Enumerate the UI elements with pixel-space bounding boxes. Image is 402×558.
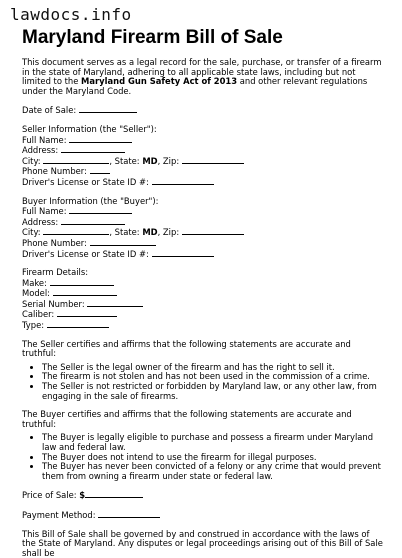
buyer-address-label: Address:	[22, 216, 59, 227]
buyer-zip-label: , Zip:	[157, 227, 180, 238]
list-item: • The Seller is the legal owner of the firearm and has the right to sell it.	[42, 363, 384, 373]
seller-city-label: City:	[22, 155, 41, 166]
firearm-make-field[interactable]	[50, 278, 114, 286]
list-item: • The Buyer is legally eligible to purchase and possess a firearm under Maryland law and federal law.	[42, 433, 384, 452]
price-currency: $	[79, 490, 86, 501]
seller-address-label: Address:	[22, 145, 59, 156]
date-of-sale-line	[22, 105, 384, 116]
firearm-type-label: Type:	[22, 320, 45, 331]
buyer-name-line	[22, 206, 384, 217]
buyer-license-label: Driver's License or State ID #:	[22, 248, 149, 259]
date-of-sale-label: Date of Sale:	[22, 105, 77, 116]
seller-license-line	[22, 177, 384, 188]
governing-law-paragraph: This Bill of Sale shall be governed by and construed in accordance with the laws of the State of Maryland. Any disputes or legal proceedings arising out of this Bill of Sale shall be	[22, 528, 383, 558]
firearm-type-line	[22, 320, 384, 331]
firearm-caliber-field[interactable]	[57, 309, 117, 317]
firearm-type-field[interactable]	[47, 320, 109, 328]
seller-zip-label: , Zip:	[157, 155, 180, 166]
document-title: Maryland Firearm Bill of Sale	[22, 27, 283, 48]
seller-city-line	[22, 156, 384, 167]
payment-field[interactable]	[98, 510, 160, 518]
buyer-heading: Buyer Information (the "Buyer"):	[22, 195, 159, 206]
buyer-city-label: City:	[22, 227, 41, 238]
seller-name-field[interactable]	[69, 135, 132, 143]
seller-zip-field[interactable]	[182, 156, 244, 164]
buyer-state-value: MD	[142, 227, 158, 238]
payment-line	[22, 510, 384, 521]
seller-state-value: MD	[142, 155, 158, 166]
firearm-serial-label: Serial Number:	[22, 298, 85, 309]
firearm-model-label: Model:	[22, 288, 50, 299]
buyer-state-label: , State:	[109, 227, 140, 238]
buyer-phone-line	[22, 238, 384, 249]
list-item: • The Seller is not restricted or forbidden by Maryland law, or any other law, from engaging in the sale of firearms.	[42, 382, 384, 401]
firearm-make-label: Make:	[22, 277, 47, 288]
firearm-serial-line	[22, 299, 384, 310]
intro-law-name: Maryland Gun Safety Act of 2013	[81, 76, 238, 87]
seller-name-line	[22, 135, 384, 146]
buyer-address-field[interactable]	[61, 217, 125, 225]
price-line	[22, 490, 384, 501]
buyer-certifies-text: The Buyer certifies and affirms that the following statements are accurate and truthful:	[22, 409, 352, 429]
list-item: • The firearm is not stolen and has not been used in the commission of a crime.	[42, 372, 384, 382]
buyer-phone-label: Phone Number:	[22, 237, 87, 248]
firearm-model-line	[22, 288, 384, 299]
buyer-city-field[interactable]	[43, 227, 109, 235]
firearm-model-field[interactable]	[53, 288, 117, 296]
price-field[interactable]	[85, 490, 143, 498]
seller-address-field[interactable]	[61, 145, 125, 153]
seller-statements-list	[22, 363, 384, 401]
list-item: • The Buyer has never been convicted of a felony or any crime that would prevent them from owning a firearm under state or federal law.	[42, 462, 384, 481]
intro-text-2: and other relevant regulations under the Maryland Code.	[22, 76, 368, 96]
document-body	[22, 58, 384, 558]
intro-text-1: This document serves as a legal record for the sale, purchase, or transfer of a firearm in the state of Maryland, adhering to all applicable state laws, including but not limited to the	[22, 57, 382, 87]
buyer-license-line	[22, 249, 384, 260]
seller-state-label: , State:	[109, 155, 140, 166]
buyer-phone-field[interactable]	[90, 238, 156, 246]
seller-city-field[interactable]	[43, 156, 109, 164]
date-of-sale-field[interactable]	[79, 105, 137, 113]
firearm-heading: Firearm Details:	[22, 267, 89, 278]
buyer-name-field[interactable]	[69, 206, 132, 214]
firearm-serial-field[interactable]	[87, 299, 143, 307]
firearm-caliber-label: Caliber:	[22, 309, 55, 320]
seller-phone-label: Phone Number:	[22, 166, 87, 177]
buyer-statements-list	[22, 433, 384, 481]
seller-phone-line	[22, 166, 384, 177]
firearm-make-line	[22, 278, 384, 289]
buyer-name-label: Full Name:	[22, 206, 67, 217]
price-label: Price of Sale:	[22, 490, 77, 501]
buyer-city-line	[22, 227, 384, 238]
intro-paragraph	[22, 58, 384, 96]
list-item: • The Buyer does not intend to use the firearm for illegal purposes.	[42, 453, 384, 463]
buyer-license-field[interactable]	[152, 249, 214, 257]
buyer-address-line	[22, 217, 384, 228]
seller-certifies-text: The Seller certifies and affirms that the following statements are accurate and truthful:	[22, 338, 351, 359]
site-watermark: lawdocs.info	[10, 5, 132, 24]
seller-license-label: Driver's License or State ID #:	[22, 176, 149, 187]
seller-phone-field[interactable]	[90, 166, 110, 174]
payment-label: Payment Method:	[22, 509, 96, 520]
seller-address-line	[22, 145, 384, 156]
seller-heading: Seller Information (the "Seller"):	[22, 123, 157, 134]
seller-license-field[interactable]	[152, 177, 214, 185]
firearm-caliber-line	[22, 309, 384, 320]
seller-name-label: Full Name:	[22, 134, 67, 145]
buyer-zip-field[interactable]	[182, 227, 244, 235]
